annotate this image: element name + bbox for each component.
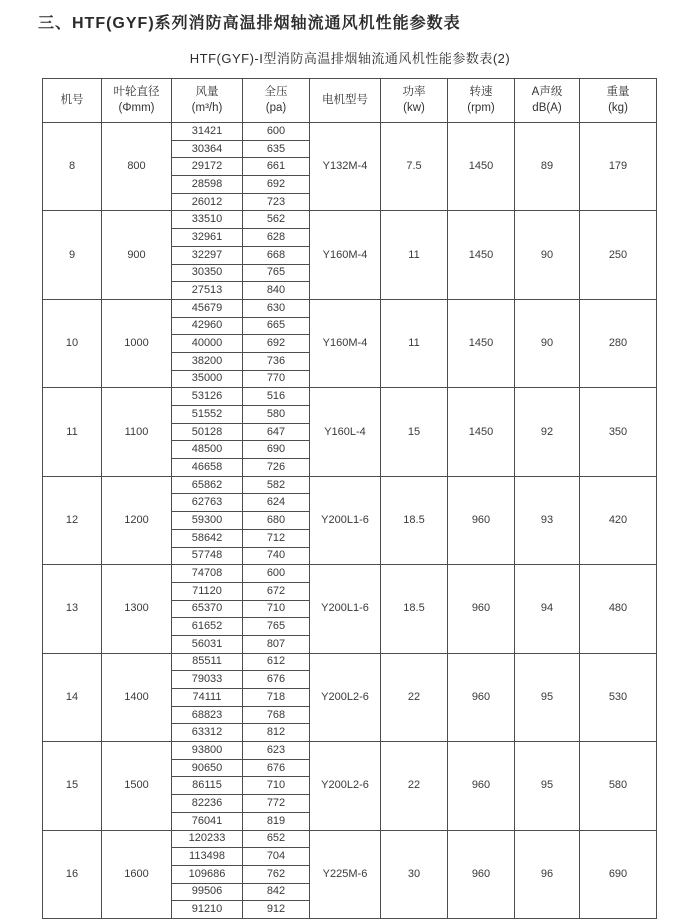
airflow-cell: 85511 [172,653,243,671]
pressure-cell: 710 [243,600,310,618]
motor-cell: Y200L1-6 [310,476,381,564]
airflow-cell: 113498 [172,848,243,866]
table-row [43,123,657,141]
speed-cell: 1450 [448,211,515,299]
pressure-cell: 812 [243,724,310,742]
pressure-cell: 772 [243,795,310,813]
power-cell: 18.5 [381,565,448,653]
page-title: 三、HTF(GYF)系列消防高温排烟轴流通风机性能参数表 [38,15,461,32]
pressure-cell: 740 [243,547,310,565]
pressure-cell: 582 [243,476,310,494]
pressure-cell: 676 [243,759,310,777]
airflow-cell: 109686 [172,865,243,883]
col-header-motor: 电机型号 [310,79,381,123]
airflow-cell: 48500 [172,441,243,459]
weight-cell: 480 [580,565,657,653]
noise-cell: 92 [515,388,580,476]
airflow-cell: 91210 [172,901,243,919]
power-cell: 15 [381,388,448,476]
airflow-cell: 86115 [172,777,243,795]
pressure-cell: 690 [243,441,310,459]
speed-cell: 960 [448,565,515,653]
airflow-cell: 90650 [172,759,243,777]
model-cell: 8 [43,123,102,211]
airflow-cell: 74708 [172,565,243,583]
airflow-cell: 26012 [172,193,243,211]
diameter-cell: 800 [102,123,172,211]
diameter-cell: 1500 [102,742,172,830]
col-header-noise: A声级 dB(A) [515,79,580,123]
col-header-diameter: 叶轮直径 (Φmm) [102,79,172,123]
motor-cell: Y160M-4 [310,299,381,387]
power-cell: 7.5 [381,123,448,211]
model-cell: 11 [43,388,102,476]
airflow-cell: 99506 [172,883,243,901]
col-header-model: 机号 [43,79,102,123]
model-cell: 13 [43,565,102,653]
airflow-cell: 62763 [172,494,243,512]
table-row [43,299,657,317]
noise-cell: 96 [515,830,580,918]
pressure-cell: 718 [243,689,310,707]
pressure-cell: 680 [243,512,310,530]
weight-cell: 690 [580,830,657,918]
power-cell: 22 [381,653,448,741]
airflow-cell: 61652 [172,618,243,636]
motor-cell: Y200L2-6 [310,742,381,830]
diameter-cell: 1300 [102,565,172,653]
pressure-cell: 842 [243,883,310,901]
performance-table [42,78,657,919]
motor-cell: Y160M-4 [310,211,381,299]
airflow-cell: 68823 [172,706,243,724]
airflow-cell: 50128 [172,423,243,441]
airflow-cell: 76041 [172,812,243,830]
weight-cell: 250 [580,211,657,299]
airflow-cell: 38200 [172,352,243,370]
weight-cell: 530 [580,653,657,741]
col-header-speed: 转速 (rpm) [448,79,515,123]
pressure-cell: 912 [243,901,310,919]
power-cell: 30 [381,830,448,918]
pressure-cell: 765 [243,618,310,636]
motor-cell: Y160L-4 [310,388,381,476]
table-row [43,476,657,494]
table-row [43,211,657,229]
noise-cell: 94 [515,565,580,653]
airflow-cell: 74111 [172,689,243,707]
airflow-cell: 42960 [172,317,243,335]
pressure-cell: 710 [243,777,310,795]
table-row [43,830,657,848]
pressure-cell: 712 [243,529,310,547]
pressure-cell: 726 [243,459,310,477]
pressure-cell: 647 [243,423,310,441]
model-cell: 14 [43,653,102,741]
diameter-cell: 1400 [102,653,172,741]
airflow-cell: 120233 [172,830,243,848]
airflow-cell: 46658 [172,459,243,477]
table-row [43,742,657,760]
weight-cell: 280 [580,299,657,387]
airflow-cell: 27513 [172,282,243,300]
airflow-cell: 63312 [172,724,243,742]
pressure-cell: 630 [243,299,310,317]
pressure-cell: 623 [243,742,310,760]
speed-cell: 960 [448,830,515,918]
model-cell: 9 [43,211,102,299]
col-header-pressure: 全压 (pa) [243,79,310,123]
airflow-cell: 40000 [172,335,243,353]
airflow-cell: 33510 [172,211,243,229]
motor-cell: Y225M-6 [310,830,381,918]
noise-cell: 93 [515,476,580,564]
motor-cell: Y200L2-6 [310,653,381,741]
pressure-cell: 665 [243,317,310,335]
speed-cell: 1450 [448,123,515,211]
model-cell: 16 [43,830,102,918]
pressure-cell: 840 [243,282,310,300]
noise-cell: 90 [515,299,580,387]
airflow-cell: 79033 [172,671,243,689]
airflow-cell: 51552 [172,406,243,424]
table-row [43,388,657,406]
pressure-cell: 736 [243,352,310,370]
airflow-cell: 28598 [172,176,243,194]
speed-cell: 960 [448,742,515,830]
weight-cell: 580 [580,742,657,830]
airflow-cell: 71120 [172,582,243,600]
power-cell: 11 [381,299,448,387]
airflow-cell: 31421 [172,123,243,141]
pressure-cell: 562 [243,211,310,229]
diameter-cell: 900 [102,211,172,299]
model-cell: 12 [43,476,102,564]
noise-cell: 89 [515,123,580,211]
pressure-cell: 628 [243,229,310,247]
table-subtitle: HTF(GYF)-I型消防高温排烟轴流通风机性能参数表(2) [189,51,511,66]
speed-cell: 1450 [448,388,515,476]
airflow-cell: 56031 [172,635,243,653]
pressure-cell: 516 [243,388,310,406]
pressure-cell: 765 [243,264,310,282]
motor-cell: Y200L1-6 [310,565,381,653]
airflow-cell: 53126 [172,388,243,406]
speed-cell: 1450 [448,299,515,387]
diameter-cell: 1200 [102,476,172,564]
airflow-cell: 32297 [172,246,243,264]
pressure-cell: 652 [243,830,310,848]
diameter-cell: 1600 [102,830,172,918]
model-cell: 10 [43,299,102,387]
model-cell: 15 [43,742,102,830]
airflow-cell: 45679 [172,299,243,317]
col-header-weight: 重量 (kg) [580,79,657,123]
pressure-cell: 723 [243,193,310,211]
pressure-cell: 661 [243,158,310,176]
noise-cell: 95 [515,742,580,830]
airflow-cell: 35000 [172,370,243,388]
diameter-cell: 1000 [102,299,172,387]
col-header-airflow: 风量 (m³/h) [172,79,243,123]
pressure-cell: 672 [243,582,310,600]
pressure-cell: 668 [243,246,310,264]
motor-cell: Y132M-4 [310,123,381,211]
weight-cell: 350 [580,388,657,476]
pressure-cell: 600 [243,565,310,583]
airflow-cell: 58642 [172,529,243,547]
pressure-cell: 819 [243,812,310,830]
airflow-cell: 59300 [172,512,243,530]
airflow-cell: 82236 [172,795,243,813]
weight-cell: 420 [580,476,657,564]
pressure-cell: 612 [243,653,310,671]
airflow-cell: 29172 [172,158,243,176]
pressure-cell: 770 [243,370,310,388]
noise-cell: 95 [515,653,580,741]
power-cell: 22 [381,742,448,830]
airflow-cell: 30364 [172,140,243,158]
pressure-cell: 624 [243,494,310,512]
pressure-cell: 762 [243,865,310,883]
noise-cell: 90 [515,211,580,299]
diameter-cell: 1100 [102,388,172,476]
pressure-cell: 768 [243,706,310,724]
pressure-cell: 600 [243,123,310,141]
header-row [43,79,657,123]
pressure-cell: 635 [243,140,310,158]
speed-cell: 960 [448,476,515,564]
airflow-cell: 30350 [172,264,243,282]
speed-cell: 960 [448,653,515,741]
pressure-cell: 807 [243,635,310,653]
pressure-cell: 580 [243,406,310,424]
airflow-cell: 93800 [172,742,243,760]
pressure-cell: 692 [243,335,310,353]
airflow-cell: 65370 [172,600,243,618]
table-row [43,565,657,583]
pressure-cell: 692 [243,176,310,194]
power-cell: 18.5 [381,476,448,564]
pressure-cell: 676 [243,671,310,689]
col-header-power: 功率 (kw) [381,79,448,123]
airflow-cell: 57748 [172,547,243,565]
airflow-cell: 65862 [172,476,243,494]
pressure-cell: 704 [243,848,310,866]
power-cell: 11 [381,211,448,299]
table-row [43,653,657,671]
airflow-cell: 32961 [172,229,243,247]
weight-cell: 179 [580,123,657,211]
